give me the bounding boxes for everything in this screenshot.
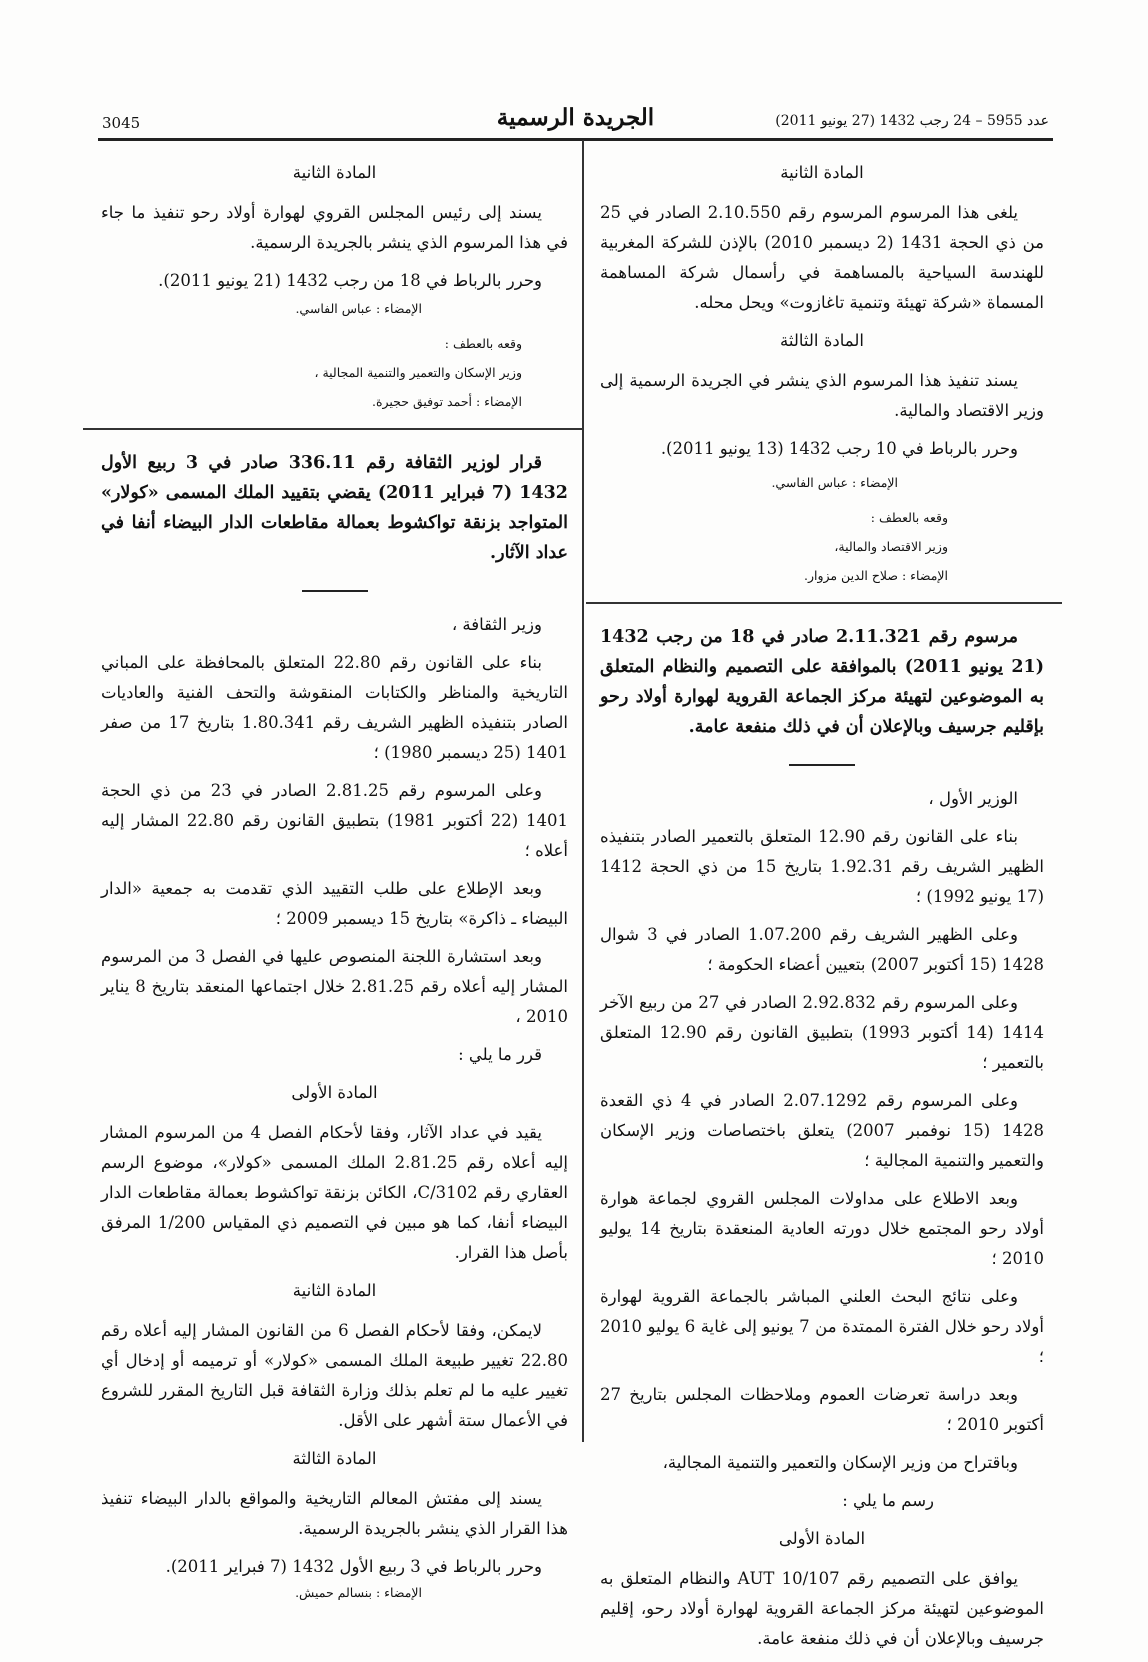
article-title: المادة الثانية bbox=[780, 163, 864, 182]
article-text: يسند إلى رئيس المجلس القروي لهوارة أولاد رحو تنفيذ ما جاء في هذا المرسوم الذي ينشر بالجريدة الرسمية. bbox=[101, 203, 568, 252]
signature-block bbox=[600, 472, 1044, 586]
preamble-paragraph: وعلى المرسوم رقم 2.07.1292 الصادر في 4 ذي القعدة 1428 (15 نوفمبر 2007) يتعلق باختصاصات وزير الإسكان والتعمير والتنمية المجالية ؛ bbox=[600, 1091, 1044, 1170]
done-at: وحرر بالرباط في 18 من رجب 1432 (21 يونيو 2011). bbox=[158, 271, 542, 290]
short-rule bbox=[789, 764, 855, 766]
preamble-paragraph: وبعد الاطلاع على مداولات المجلس القروي لجماعة هوارة أولاد رحو المجتمع خلال دورته العادية المنعقدة بتاريخ 14 يوليو 2010 ؛ bbox=[600, 1189, 1044, 1268]
preamble-paragraph: وبعد الإطلاع على طلب التقييد الذي تقدمت به جمعية «الدار البيضاء ـ ذاكرة» بتاريخ 15 ديسمبر 2009 ؛ bbox=[101, 879, 568, 928]
right-column bbox=[600, 152, 1044, 1662]
countersign-label: وقعه بالعطف : bbox=[444, 336, 522, 351]
signature: الإمضاء : عباس الفاسي. bbox=[295, 301, 422, 316]
preamble-paragraph: وعلى نتائج البحث العلني المباشر بالجماعة القروية لهوارة أولاد رحو خلال الفترة الممتدة من 7 يونيو إلى غاية 6 يوليو 2010 ؛ bbox=[600, 1287, 1044, 1366]
article-title: المادة الثالثة bbox=[780, 331, 864, 350]
countersign-minister: وزير الإسكان والتعمير والتنمية المجالية ، bbox=[314, 365, 522, 380]
signature: الإمضاء : بنسالم حميش. bbox=[295, 1585, 422, 1600]
page-number: 3045 bbox=[102, 114, 141, 132]
preamble-paragraph: وباقتراح من وزير الإسكان والتعمير والتنمية المجالية، bbox=[662, 1453, 1018, 1472]
countersign-signature: الإمضاء : أحمد توفيق حجيرة. bbox=[371, 394, 522, 409]
preamble-paragraph: وعلى المرسوم رقم 2.92.832 الصادر في 27 من ربيع الآخر 1414 (14 أكتوبر 1993) بتطبيق القانون رقم 12.90 المتعلق بالتعمير ؛ bbox=[600, 993, 1044, 1072]
decree-title: مرسوم رقم 2.11.321 صادر في 18 من رجب 1432 (21 يونيو 2011) بالموافقة على التصميم والنظام المتعلق به الموضوعين لتهيئة مركز الجماعة القروية لهوارة أولاد رحو بإقليم جرسيف وبالإعلان أن في ذلك منفعة عامة. bbox=[600, 627, 1044, 737]
preamble-paragraph: بناء على القانون رقم 12.90 المتعلق بالتعمير الصادر بتنفيذه الظهير الشريف رقم 1.92.31 بتاريخ 15 من ذي الحجة 1412 (17 يونيو 1992) ؛ bbox=[600, 827, 1044, 906]
preamble-paragraph: وبعد استشارة اللجنة المنصوص عليها في الفصل 3 من المرسوم المشار إليه أعلاه رقم 2.81.25 خلال اجتماعها المنعقد بتاريخ 8 يناير 2010 ، bbox=[101, 947, 568, 1026]
decided: قرر ما يلي : bbox=[458, 1045, 542, 1064]
countersign-signature: الإمضاء : صلاح الدين مزوار. bbox=[803, 568, 948, 583]
article-text: يسند إلى مفتش المعالم التاريخية والمواقع بالدار البيضاء تنفيذ هذا القرار الذي ينشر بالجريدة الرسمية. bbox=[101, 1489, 568, 1538]
article-title: المادة الثانية bbox=[292, 163, 377, 182]
section-separator bbox=[83, 428, 582, 430]
countersign-minister: وزير الاقتصاد والمالية، bbox=[834, 539, 948, 554]
article-text: يسند تنفيذ هذا المرسوم الذي ينشر في الجريدة الرسمية إلى وزير الاقتصاد والمالية. bbox=[600, 371, 1044, 420]
column-divider bbox=[582, 140, 584, 1442]
left-column bbox=[101, 152, 568, 1611]
short-rule bbox=[302, 590, 368, 592]
countersign-label: وقعه بالعطف : bbox=[870, 510, 948, 525]
page-header bbox=[98, 104, 1053, 141]
article-text: لايمكن، وفقا لأحكام الفصل 6 من القانون المشار إليه أعلاه رقم 22.80 تغيير طبيعة الملك المسمى «كولار» أو ترميمه أو إدخال أي تغيير عليه ما لم تعلم بذلك وزارة الثقافة قبل التاريخ المقرر للشروع في الأعمال ستة أشهر على الأقل. bbox=[101, 1321, 568, 1430]
article-title: المادة الثالثة bbox=[292, 1449, 377, 1468]
article-title: المادة الثانية bbox=[292, 1281, 377, 1300]
section-separator bbox=[586, 602, 1062, 604]
article-text: يقيد في عداد الآثار، وفقا لأحكام الفصل 4 من المرسوم المشار إليه أعلاه رقم 2.81.25 الملك المسمى «كولار»، موضوع الرسم العقاري رقم C/3102، الكائن بزنقة تواكشوط بعمالة مقاطعات الدار البيضاء أنفا، كما هو مبين في التصميم ذي المقياس 1/200 المرفق بأصل هذا القرار. bbox=[101, 1123, 569, 1262]
minister: وزير الثقافة ، bbox=[451, 615, 542, 634]
done-at: وحرر بالرباط في 10 رجب 1432 (13 يونيو 2011). bbox=[660, 439, 1018, 458]
article-title: المادة الأولى bbox=[291, 1083, 378, 1102]
article-text: يوافق على التصميم رقم AUT 10/107 والنظام المتعلق به الموضوعين لتهيئة مركز الجماعة القروية لهوارة أولاد رحو، إقليم جرسيف وبالإعلان أن في ذلك منفعة عامة. bbox=[600, 1569, 1044, 1648]
article-title: المادة الأولى bbox=[778, 1529, 866, 1548]
preamble-paragraph: وبعد دراسة تعرضات العموم وملاحظات المجلس بتاريخ 27 أكتوبر 2010 ؛ bbox=[600, 1385, 1044, 1434]
gazette-title: الجريدة الرسمية bbox=[496, 104, 655, 131]
preamble-paragraph: وعلى الظهير الشريف رقم 1.07.200 الصادر في 3 شوال 1428 (15 أكتوبر 2007) بتعيين أعضاء الحكومة ؛ bbox=[600, 925, 1044, 974]
decreed: رسم ما يلي : bbox=[842, 1491, 934, 1510]
decision-title: قرار لوزير الثقافة رقم 336.11 صادر في 3 ربيع الأول 1432 (7 فبراير 2011) يقضي بتقييد الملك المسمى «كولار» المتواجد بزنقة تواكشوط بعمالة مقاطعات الدار البيضاء أنفا في عداد الآثار. bbox=[101, 453, 568, 563]
done-at: وحرر بالرباط في 3 ربيع الأول 1432 (7 فبراير 2011). bbox=[165, 1557, 542, 1576]
preamble-paragraph: وعلى المرسوم رقم 2.81.25 الصادر في 23 من ذي الحجة 1401 (22 أكتوبر 1981) بتطبيق القانون رقم 22.80 المشار إليه أعلاه ؛ bbox=[101, 781, 568, 860]
prime-minister: الوزير الأول ، bbox=[928, 789, 1018, 808]
article-text: يلغى هذا المرسوم المرسوم رقم 2.10.550 الصادر في 25 من ذي الحجة 1431 (2 ديسمبر 2010) بالإذن للشركة المغربية للهندسة السياحية بالمساهمة في رأسمال شركة المساهمة المسماة «شركة تهيئة وتنمية تاغازوت» ويحل محله. bbox=[600, 203, 1044, 312]
preamble-paragraph: بناء على القانون رقم 22.80 المتعلق بالمحافظة على المباني التاريخية والمناظر والكتابات المنقوشة والتحف الفنية والعاديات الصادر بتنفيذه الظهير الشريف رقم 1.80.341 بتاريخ 17 من صفر 1401 (25 ديسمبر 1980) ؛ bbox=[101, 653, 568, 762]
signature-block bbox=[101, 298, 568, 412]
signature: الإمضاء : عباس الفاسي. bbox=[771, 475, 898, 490]
issue-info: عدد 5955 – 24 رجب 1432 (27 يونيو 2011) bbox=[775, 113, 1049, 129]
